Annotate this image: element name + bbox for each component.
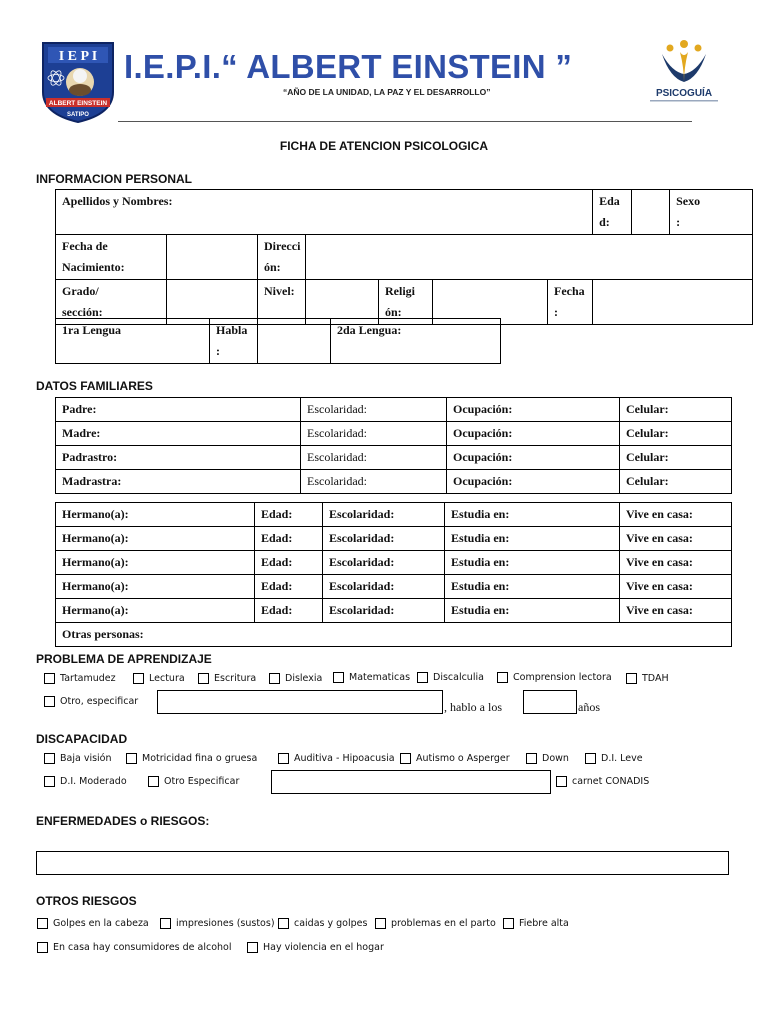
crest-band-text: ALBERT EINSTEIN bbox=[48, 100, 108, 107]
checkbox-label: Discalculia bbox=[433, 672, 484, 683]
checkbox-label: Fiebre alta bbox=[519, 918, 569, 929]
checkbox-violencia[interactable] bbox=[247, 942, 384, 953]
grado-label-2: sección: bbox=[62, 305, 103, 319]
checkbox-caidas-golpes[interactable] bbox=[278, 918, 367, 929]
checkbox-box[interactable] bbox=[269, 673, 280, 684]
checkbox-box[interactable] bbox=[133, 673, 144, 684]
checkbox-box[interactable] bbox=[375, 918, 386, 929]
checkbox-carnet-conadis[interactable] bbox=[556, 776, 649, 787]
fecha-nac-label-2: Nacimiento: bbox=[62, 260, 125, 274]
escolaridad-field[interactable]: Escolaridad: bbox=[301, 470, 447, 494]
lengua2-field[interactable] bbox=[331, 319, 501, 364]
checkbox-box[interactable] bbox=[247, 942, 258, 953]
escolaridad-field[interactable]: Escolaridad: bbox=[323, 551, 445, 575]
edad-field[interactable] bbox=[593, 190, 632, 235]
checkbox-tdah[interactable] bbox=[626, 673, 669, 684]
edad-field[interactable]: Edad: bbox=[255, 551, 323, 575]
section-title-risks: OTROS RIESGOS bbox=[36, 894, 137, 908]
celular-field[interactable]: Celular: bbox=[620, 422, 732, 446]
habla-label-1: Habla bbox=[216, 323, 248, 337]
checkbox-di-leve[interactable] bbox=[585, 753, 643, 764]
school-title: I.E.P.I.“ ALBERT EINSTEIN ” bbox=[124, 48, 573, 85]
fecha-nac-label-1: Fecha de bbox=[62, 239, 108, 253]
estudia-field[interactable]: Estudia en: bbox=[445, 527, 620, 551]
checkbox-baja-vision[interactable] bbox=[44, 753, 112, 764]
fecha-nacimiento-value[interactable] bbox=[167, 235, 258, 280]
checkbox-box[interactable] bbox=[126, 753, 137, 764]
edad-field[interactable]: Edad: bbox=[255, 575, 323, 599]
hermano-field[interactable]: Hermano(a): bbox=[56, 527, 255, 551]
vive-field[interactable]: Vive en casa: bbox=[620, 527, 732, 551]
sexo-label-2: : bbox=[676, 215, 681, 229]
checkbox-autismo[interactable] bbox=[400, 753, 510, 764]
checkbox-label: Otro, especificar bbox=[60, 696, 139, 707]
vive-field[interactable]: Vive en casa: bbox=[620, 575, 732, 599]
hermano-field[interactable]: Hermano(a): bbox=[56, 575, 255, 599]
checkbox-box[interactable] bbox=[160, 918, 171, 929]
checkbox-label: En casa hay consumidores de alcohol bbox=[53, 942, 232, 953]
checkbox-down[interactable] bbox=[526, 753, 569, 764]
habla-label-2: : bbox=[216, 344, 220, 358]
estudia-field[interactable]: Estudia en: bbox=[445, 551, 620, 575]
celular-field[interactable]: Celular: bbox=[620, 398, 732, 422]
religion-label-1: Religi bbox=[385, 284, 415, 298]
fecha-nacimiento-field[interactable] bbox=[56, 235, 167, 280]
celular-field[interactable]: Celular: bbox=[620, 446, 732, 470]
checkbox-box[interactable] bbox=[400, 753, 411, 764]
hermano-field[interactable]: Hermano(a): bbox=[56, 551, 255, 575]
lengua2-label: 2da Lengua: bbox=[337, 323, 402, 337]
otro-especificar-input[interactable] bbox=[157, 690, 443, 714]
discapacidad-especificar-input[interactable] bbox=[271, 770, 551, 794]
estudia-field[interactable]: Estudia en: bbox=[445, 575, 620, 599]
otras-personas-field[interactable]: Otras personas: bbox=[56, 623, 732, 647]
siblings-table bbox=[55, 502, 732, 647]
checkbox-auditiva[interactable] bbox=[278, 753, 395, 764]
escolaridad-field[interactable]: Escolaridad: bbox=[323, 575, 445, 599]
hermano-field[interactable]: Hermano(a): bbox=[56, 503, 255, 527]
vive-field[interactable]: Vive en casa: bbox=[620, 599, 732, 623]
checkbox-box[interactable] bbox=[44, 776, 55, 787]
edad-field[interactable]: Edad: bbox=[255, 503, 323, 527]
madrastra-field[interactable]: Madrastra: bbox=[56, 470, 301, 494]
checkbox-label: Motricidad fina o gruesa bbox=[142, 753, 258, 764]
fecha-field[interactable] bbox=[548, 280, 593, 325]
section-title-learning: PROBLEMA DE APRENDIZAJE bbox=[36, 652, 212, 666]
checkbox-alcohol[interactable] bbox=[37, 942, 232, 953]
parents-table bbox=[55, 397, 732, 494]
enfermedades-input[interactable] bbox=[36, 851, 729, 875]
escolaridad-field[interactable]: Escolaridad: bbox=[301, 398, 447, 422]
checkbox-box[interactable] bbox=[198, 673, 209, 684]
sexo-label-1: Sexo bbox=[676, 194, 701, 208]
checkbox-label: Dislexia bbox=[285, 673, 323, 684]
sibling-row bbox=[56, 551, 732, 575]
checkbox-box[interactable] bbox=[526, 753, 537, 764]
direccion-label-1: Direcci bbox=[264, 239, 301, 253]
edad-label-2: d: bbox=[599, 215, 610, 229]
parent-row bbox=[56, 446, 732, 470]
estudia-field[interactable]: Estudia en: bbox=[445, 599, 620, 623]
grado-label-1: Grado/ bbox=[62, 284, 99, 298]
habla-value[interactable] bbox=[258, 319, 331, 364]
checkbox-box[interactable] bbox=[585, 753, 596, 764]
school-crest-logo bbox=[40, 40, 116, 124]
checkbox-dislexia[interactable] bbox=[269, 673, 322, 684]
psicoguia-name: PSICOGUÍA bbox=[655, 88, 713, 99]
checkbox-box[interactable] bbox=[278, 918, 289, 929]
section-title-illness: ENFERMEDADES o RIESGOS: bbox=[36, 814, 210, 828]
checkbox-box[interactable] bbox=[37, 918, 48, 929]
crest-place-text: SATIPO bbox=[67, 112, 89, 118]
apellidos-label: Apellidos y Nombres: bbox=[62, 194, 173, 208]
checkbox-comprension-lectora[interactable] bbox=[497, 672, 612, 683]
sexo-field[interactable] bbox=[670, 190, 753, 235]
ocupacion-field[interactable]: Ocupación: bbox=[447, 398, 620, 422]
anos-label: años bbox=[578, 700, 600, 714]
checkbox-label: Golpes en la cabeza bbox=[53, 918, 149, 929]
edad-value[interactable] bbox=[632, 190, 670, 235]
habla-field[interactable] bbox=[210, 319, 258, 364]
checkbox-tartamudez[interactable] bbox=[44, 673, 116, 684]
padre-field[interactable]: Padre: bbox=[56, 398, 301, 422]
lengua1-field[interactable] bbox=[56, 319, 210, 364]
parent-row bbox=[56, 470, 732, 494]
direccion-field[interactable] bbox=[258, 235, 306, 280]
fecha-label-2: : bbox=[554, 305, 558, 319]
checkbox-escritura[interactable] bbox=[198, 673, 256, 684]
padrastro-field[interactable]: Padrastro: bbox=[56, 446, 301, 470]
section-title-family: DATOS FAMILIARES bbox=[36, 379, 153, 393]
checkbox-box[interactable] bbox=[503, 918, 514, 929]
crest-letters: I E P I bbox=[58, 49, 98, 64]
fecha-label-1: Fecha bbox=[554, 284, 585, 298]
checkbox-label: Down bbox=[542, 753, 569, 764]
vive-field[interactable]: Vive en casa: bbox=[620, 551, 732, 575]
checkbox-box[interactable] bbox=[37, 942, 48, 953]
checkbox-box[interactable] bbox=[417, 672, 428, 683]
checkbox-lectura[interactable] bbox=[133, 673, 185, 684]
checkbox-label: D.I. Leve bbox=[601, 753, 643, 764]
ocupacion-field[interactable]: Ocupación: bbox=[447, 446, 620, 470]
checkbox-box[interactable] bbox=[556, 776, 567, 787]
checkbox-matematicas[interactable] bbox=[333, 672, 410, 683]
checkbox-discalculia[interactable] bbox=[417, 672, 484, 683]
checkbox-label: Comprension lectora bbox=[513, 672, 612, 683]
edad-field[interactable]: Edad: bbox=[255, 599, 323, 623]
religion-label-2: ón: bbox=[385, 305, 402, 319]
escolaridad-field[interactable]: Escolaridad: bbox=[301, 422, 447, 446]
checkbox-otro-especificar[interactable] bbox=[44, 696, 138, 707]
checkbox-box[interactable] bbox=[44, 753, 55, 764]
edad-field[interactable]: Edad: bbox=[255, 527, 323, 551]
checkbox-label: D.I. Moderado bbox=[60, 776, 127, 787]
lengua1-label: 1ra Lengua bbox=[62, 323, 122, 337]
direccion-value[interactable] bbox=[306, 235, 753, 280]
checkbox-label: impresiones (sustos) bbox=[176, 918, 275, 929]
checkbox-box[interactable] bbox=[497, 672, 508, 683]
checkbox-problemas-parto[interactable] bbox=[375, 918, 496, 929]
sibling-row bbox=[56, 599, 732, 623]
checkbox-label: Matematicas bbox=[349, 672, 411, 683]
parent-row bbox=[56, 398, 732, 422]
checkbox-label: Autismo o Asperger bbox=[416, 753, 510, 764]
section-title-disability: DISCAPACIDAD bbox=[36, 732, 128, 746]
edad-label-1: Eda bbox=[599, 194, 620, 208]
checkbox-label: problemas en el parto bbox=[391, 918, 496, 929]
ocupacion-field[interactable]: Ocupación: bbox=[447, 470, 620, 494]
checkbox-box[interactable] bbox=[333, 672, 344, 683]
checkbox-label: Escritura bbox=[214, 673, 257, 684]
checkbox-label: caidas y golpes bbox=[294, 918, 368, 929]
estudia-field[interactable]: Estudia en: bbox=[445, 503, 620, 527]
checkbox-label: carnet CONADIS bbox=[572, 776, 650, 787]
checkbox-box[interactable] bbox=[278, 753, 289, 764]
celular-field[interactable]: Celular: bbox=[620, 470, 732, 494]
language-table bbox=[55, 318, 501, 364]
checkbox-label: TDAH bbox=[642, 673, 669, 684]
checkbox-label: Otro Especificar bbox=[164, 776, 240, 787]
sibling-row bbox=[56, 575, 732, 599]
ocupacion-field[interactable]: Ocupación: bbox=[447, 422, 620, 446]
escolaridad-field[interactable]: Escolaridad: bbox=[301, 446, 447, 470]
checkbox-label: Tartamudez bbox=[60, 673, 116, 684]
hermano-field[interactable]: Hermano(a): bbox=[56, 599, 255, 623]
personal-info-table bbox=[55, 189, 753, 325]
checkbox-motricidad[interactable] bbox=[126, 753, 257, 764]
checkbox-impresiones[interactable] bbox=[160, 918, 275, 929]
header-divider bbox=[118, 121, 692, 122]
sibling-row bbox=[56, 527, 732, 551]
direccion-label-2: ón: bbox=[264, 260, 281, 274]
parent-row bbox=[56, 422, 732, 446]
checkbox-label: Lectura bbox=[149, 673, 185, 684]
madre-field[interactable]: Madre: bbox=[56, 422, 301, 446]
checkbox-label: Baja visión bbox=[60, 753, 112, 764]
nivel-label: Nivel: bbox=[264, 284, 295, 298]
apellidos-nombres-field[interactable] bbox=[56, 190, 593, 235]
escolaridad-field[interactable]: Escolaridad: bbox=[323, 503, 445, 527]
form-title: FICHA DE ATENCION PSICOLOGICA bbox=[279, 139, 489, 153]
section-title-personal: INFORMACION PERSONAL bbox=[36, 172, 192, 186]
checkbox-di-moderado[interactable] bbox=[44, 776, 127, 787]
checkbox-golpes-cabeza[interactable] bbox=[37, 918, 149, 929]
checkbox-label: Auditiva - Hipoacusia bbox=[294, 753, 395, 764]
sibling-row bbox=[56, 503, 732, 527]
checkbox-box[interactable] bbox=[44, 696, 55, 707]
checkbox-otro-especificar-discapacidad[interactable] bbox=[148, 776, 239, 787]
psicoguia-logo bbox=[640, 38, 728, 108]
escolaridad-field[interactable]: Escolaridad: bbox=[323, 527, 445, 551]
checkbox-box[interactable] bbox=[626, 673, 637, 684]
school-motto: “AÑO DE LA UNIDAD, LA PAZ Y EL DESARROLLO” bbox=[283, 87, 491, 97]
checkbox-box[interactable] bbox=[148, 776, 159, 787]
escolaridad-field[interactable]: Escolaridad: bbox=[323, 599, 445, 623]
hablo-edad-input[interactable] bbox=[523, 690, 577, 714]
checkbox-label: Hay violencia en el hogar bbox=[263, 942, 384, 953]
fecha-value[interactable] bbox=[593, 280, 753, 325]
vive-field[interactable]: Vive en casa: bbox=[620, 503, 732, 527]
checkbox-box[interactable] bbox=[44, 673, 55, 684]
hablo-label: , hablo a los bbox=[444, 700, 502, 714]
checkbox-fiebre-alta[interactable] bbox=[503, 918, 569, 929]
